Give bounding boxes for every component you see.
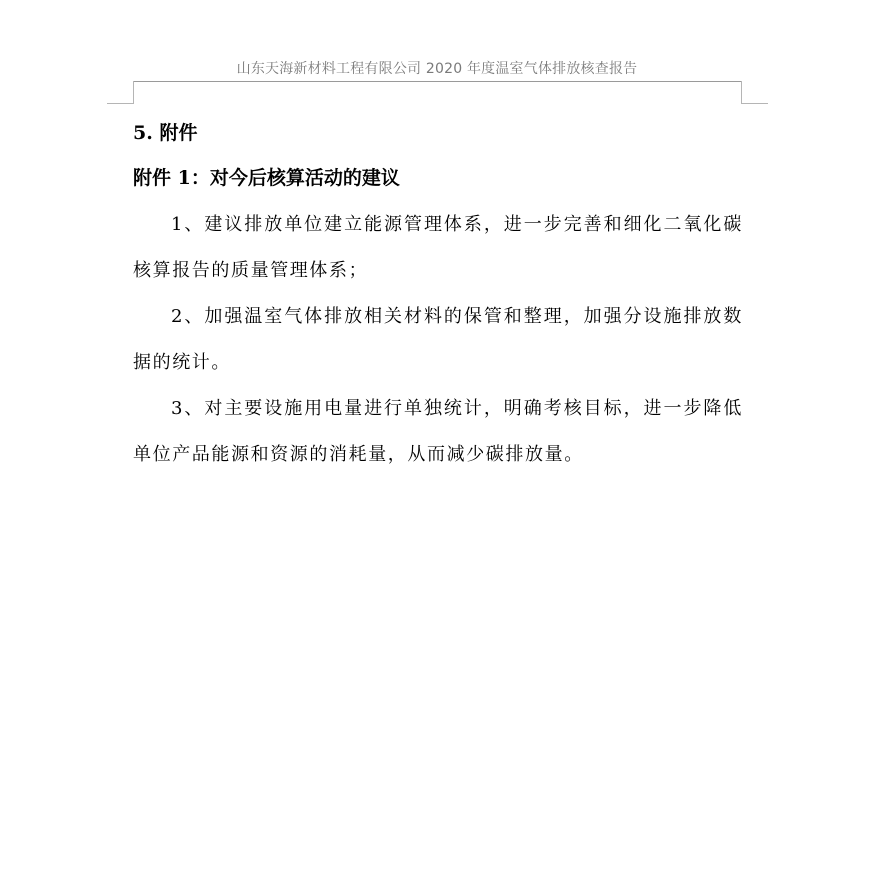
suggestion-item-1: 1、建议排放单位建立能源管理体系，进一步完善和细化二氧化碳核算报告的质量管理体系；	[133, 214, 743, 281]
crop-mark-right	[741, 81, 768, 104]
suggestion-item-2: 2、加强温室气体排放相关材料的保管和整理，加强分设施排放数据的统计。	[133, 306, 743, 373]
suggestion-item-3: 3、对主要设施用电量进行单独统计，明确考核目标，进一步降低单位产品能源和资源的消耗量，从而减少碳排放量。	[133, 398, 743, 465]
crop-mark-left	[107, 81, 134, 104]
section-heading: 5. 附件	[133, 122, 198, 144]
appendix-heading: 附件 1：对今后核算活动的建议	[133, 167, 400, 189]
document-body	[133, 118, 743, 478]
page-header: 山东天海新材料工程有限公司 2020 年度温室气体排放核查报告	[236, 61, 638, 77]
header-rule	[133, 81, 741, 82]
